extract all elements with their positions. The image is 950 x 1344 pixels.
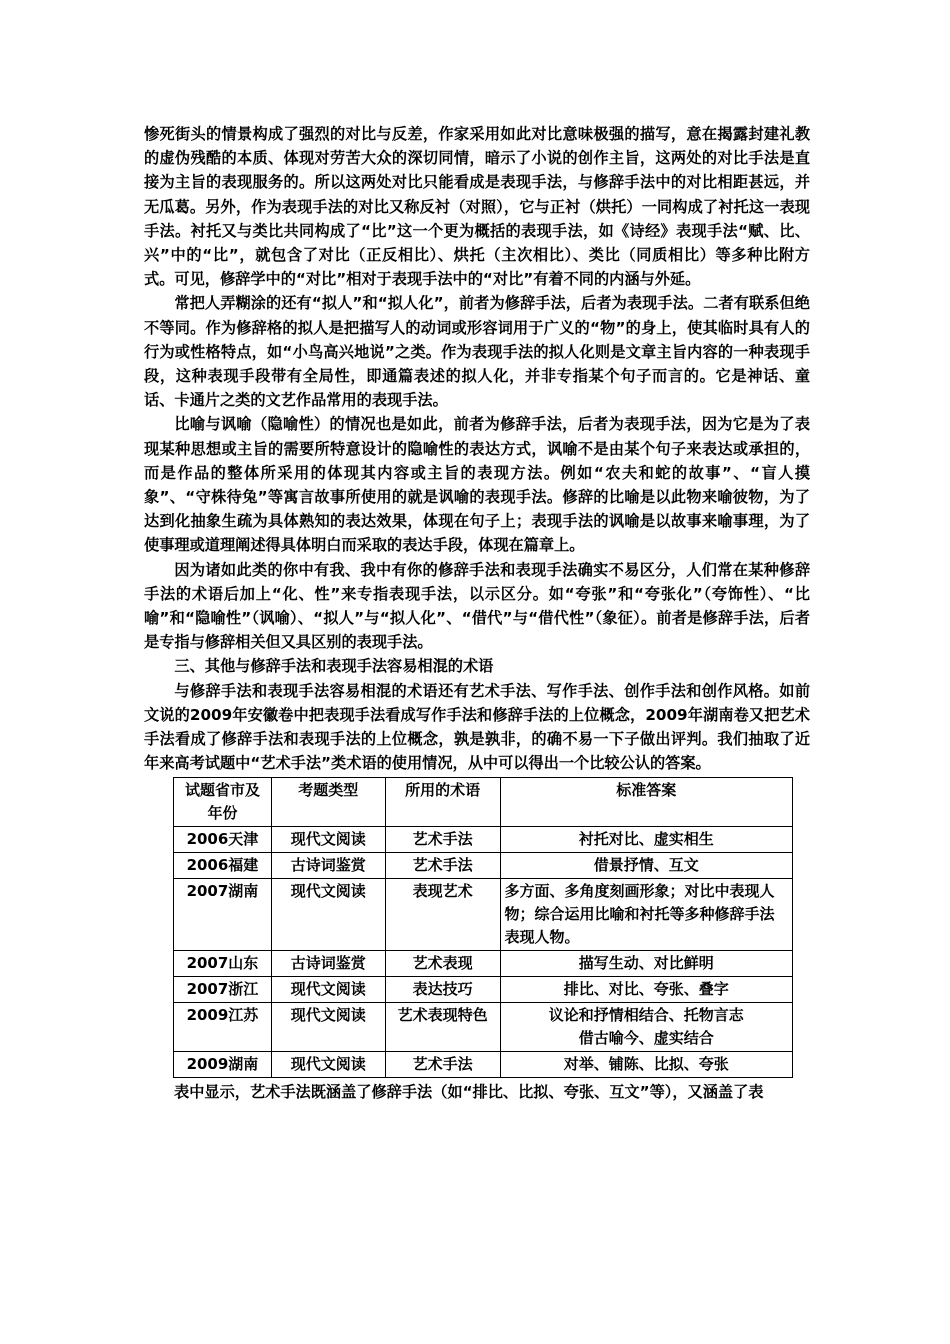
- cell-province: 2009湖南: [174, 1052, 272, 1078]
- header-term: 所用的术语: [385, 778, 500, 827]
- paragraph-other-terms: 与修辞手法和表现手法容易相混的术语还有艺术手法、写作手法、创作手法和创作风格。如前文说的2009年安徽卷中把表现手法看成写作手法和修辞手法的上位概念，2009年湖南卷又把艺术手法看成了修辞手法和表现手法的上位概念，孰是孰非，的确不易一下子做出评判。我们抽取了近年来高考试题中“艺术手法”类术语的使用情况，从中可以得出一个比较公认的答案。: [144, 681, 810, 773]
- header-province: 试题省市及年份: [174, 778, 272, 827]
- cell-term: 表现艺术: [385, 879, 500, 951]
- section-heading: 三、其他与修辞手法和表现手法容易相混的术语: [174, 657, 494, 676]
- table-row: [174, 951, 793, 977]
- cell-type: 现代文阅读: [271, 977, 385, 1003]
- answer-line-2: 借古喻今、虚实结合: [578, 1029, 714, 1048]
- cell-term: 表达技巧: [385, 977, 500, 1003]
- cell-province: 2007山东: [174, 951, 272, 977]
- table-row: [174, 977, 793, 1003]
- document-page: [144, 122, 810, 1105]
- cell-answer: 衬托对比、虚实相生: [500, 827, 793, 853]
- paragraph-after-table: 表中显示，艺术手法既涵盖了修辞手法（如“排比、比拟、夸张、互文”等），又涵盖了表: [174, 1083, 764, 1102]
- cell-type: 现代文阅读: [271, 1052, 385, 1078]
- terms-table: [173, 777, 793, 1078]
- paragraph-personification: 常把人弄糊涂的还有“拟人”和“拟人化”，前者为修辞手法，后者为表现手法。二者有联系但绝不等同。作为修辞格的拟人是把描写人的动词或形容词用于广义的“物”的身上，使其临时具有人的行为或性格特点，如“小鸟高兴地说”之类。作为表现手法的拟人化则是文章主旨内容的一种表现手段，这种表现手段带有全局性，即通篇表述的拟人化，并非专指某个句子而言的。它是神话、童话、卡通片之类的文艺作品常用的表现手法。: [144, 294, 810, 410]
- cell-type: 古诗词鉴赏: [271, 951, 385, 977]
- cell-province: 2009江苏: [174, 1003, 272, 1052]
- cell-term: 艺术表现特色: [385, 1003, 500, 1052]
- paragraph-distinction: 因为诸如此类的你中有我、我中有你的修辞手法和表现手法确实不易区分，人们常在某种修辞手法的术语后加上“化、性”来专指表现手法，以示区分。如“夸张”和“夸张化”（夸饰性）、“比喻”和“隐喻性”（讽喻）、“拟人”与“拟人化”、“借代”与“借代性”（象征）。前者是修辞手法，后者是专指与修辞相关但又具区别的表现手法。: [144, 560, 810, 652]
- table-row: [174, 879, 793, 951]
- cell-province: 2006天津: [174, 827, 272, 853]
- table-row: [174, 1052, 793, 1078]
- cell-type: 现代文阅读: [271, 827, 385, 853]
- cell-answer: 描写生动、对比鲜明: [500, 951, 793, 977]
- cell-type: 古诗词鉴赏: [271, 853, 385, 879]
- header-type: 考题类型: [271, 778, 385, 827]
- cell-answer: 借景抒情、互文: [500, 853, 793, 879]
- table-header-row: [174, 778, 793, 827]
- table-row: [174, 853, 793, 879]
- cell-answer: 排比、对比、夸张、叠字: [500, 977, 793, 1003]
- cell-province: 2006福建: [174, 853, 272, 879]
- cell-answer: [500, 1003, 793, 1052]
- cell-answer: 多方面、多角度刻画形象；对比中表现人物；综合运用比喻和衬托等多种修辞手法表现人物。: [500, 879, 793, 951]
- cell-term: 艺术手法: [385, 1052, 500, 1078]
- cell-type: 现代文阅读: [271, 1003, 385, 1052]
- header-answer: 标准答案: [500, 778, 793, 827]
- table-row: [174, 1003, 793, 1052]
- cell-term: 艺术手法: [385, 853, 500, 879]
- cell-province: 2007湖南: [174, 879, 272, 951]
- paragraph-contrast: 惨死街头的情景构成了强烈的对比与反差，作家采用如此对比意味极强的描写，意在揭露封建礼教的虚伪残酷的本质、体现对劳苦大众的深切同情，暗示了小说的创作主旨，这两处的对比手法是直接为主旨的表现服务的。所以这两处对比只能看成是表现手法，与修辞手法中的对比相距甚远，并无瓜葛。另外，作为表现手法的对比又称反衬（对照），它与正衬（烘托）一同构成了衬托这一表现手法。衬托又与类比共同构成了“比”这一个更为概括的表现手法，如《诗经》表现手法“赋、比、兴”中的“比”，就包含了对比（正反相比）、烘托（主次相比）、类比（同质相比）等多种比附方式。可见，修辞学中的“对比”相对于表现手法中的“对比”有着不同的内涵与外延。: [144, 125, 810, 289]
- answer-line-1: 议论和抒情相结合、托物言志: [548, 1006, 744, 1025]
- cell-type: 现代文阅读: [271, 879, 385, 951]
- cell-term: 艺术手法: [385, 827, 500, 853]
- table-row: [174, 827, 793, 853]
- cell-term: 艺术表现: [385, 951, 500, 977]
- cell-province: 2007浙江: [174, 977, 272, 1003]
- cell-answer: 对举、铺陈、比拟、夸张: [500, 1052, 793, 1078]
- paragraph-allegory: 比喻与讽喻（隐喻性）的情况也是如此，前者为修辞手法，后者为表现手法，因为它是为了表现某种思想或主旨的需要所特意设计的隐喻性的表达方式，讽喻不是由某个句子来表达或承担的，而是作品的整体所采用的体现其内容或主旨的表现方法。例如“农夫和蛇的故事”、“盲人摸象”、“守株待兔”等寓言故事所使用的就是讽喻的表现手法。修辞的比喻是以此物来喻彼物，为了达到化抽象生疏为具体熟知的表达效果，体现在句子上；表现手法的讽喻是以故事来喻事理，为了使事理或道理阐述得具体明白而采取的表达手段，体现在篇章上。: [144, 415, 810, 555]
